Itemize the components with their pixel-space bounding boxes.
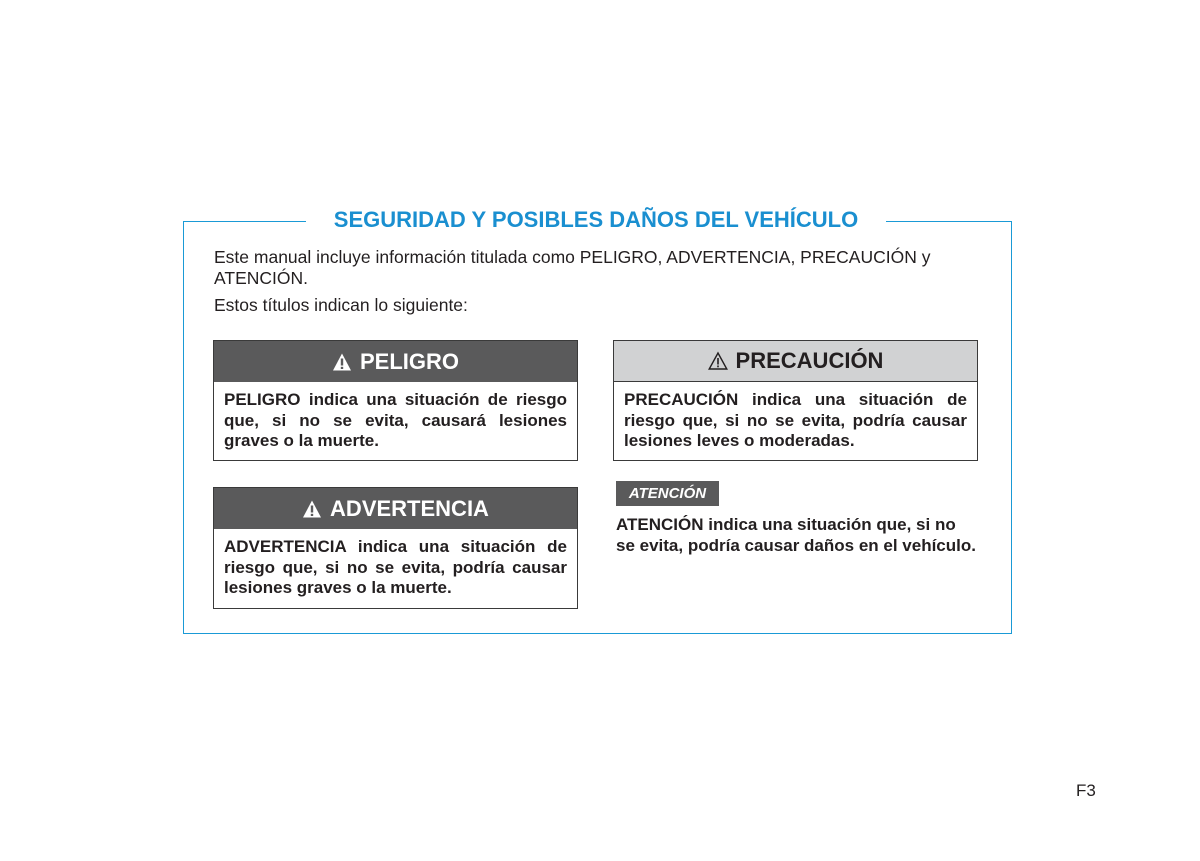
intro-text — [214, 247, 994, 316]
advertencia-title: ADVERTENCIA — [330, 495, 489, 521]
warning-outline-icon — [708, 351, 728, 371]
section-title: SEGURIDAD Y POSIBLES DAÑOS DEL VEHÍCULO — [306, 203, 886, 237]
advertencia-text: ADVERTENCIA indica una situación de riesgo que, si no se evita, podría causar lesiones graves o la muerte. — [224, 537, 567, 597]
peligro-title: PELIGRO — [359, 348, 459, 374]
intro-paragraph-2: Estos títulos indican lo siguiente: — [214, 295, 468, 315]
peligro-header — [214, 341, 577, 382]
warning-filled-icon — [302, 499, 322, 519]
precaucion-box — [613, 340, 978, 461]
atencion-tag: ATENCIÓN — [616, 481, 719, 506]
intro-paragraph-1: Este manual incluye información titulada como PELIGRO, ADVERTENCIA, PRECAUCIÓN y ATENCIÓN. — [214, 247, 931, 288]
advertencia-header — [214, 488, 577, 529]
peligro-text: PELIGRO indica una situación de riesgo que, si no se evita, causará lesiones graves o la muerte. — [224, 390, 567, 450]
page-number: F3 — [1076, 781, 1096, 800]
atencion-text: ATENCIÓN indica una situación que, si no se evita, podría causar daños en el vehículo. — [616, 515, 976, 555]
warning-filled-icon — [332, 352, 352, 372]
precaucion-header — [614, 341, 977, 382]
peligro-box — [213, 340, 578, 461]
precaucion-title: PRECAUCIÓN — [735, 348, 884, 373]
precaucion-text: PRECAUCIÓN indica una situación de riesgo que, si no se evita, podría causar lesiones leves o moderadas. — [624, 390, 967, 450]
advertencia-box — [213, 487, 578, 609]
